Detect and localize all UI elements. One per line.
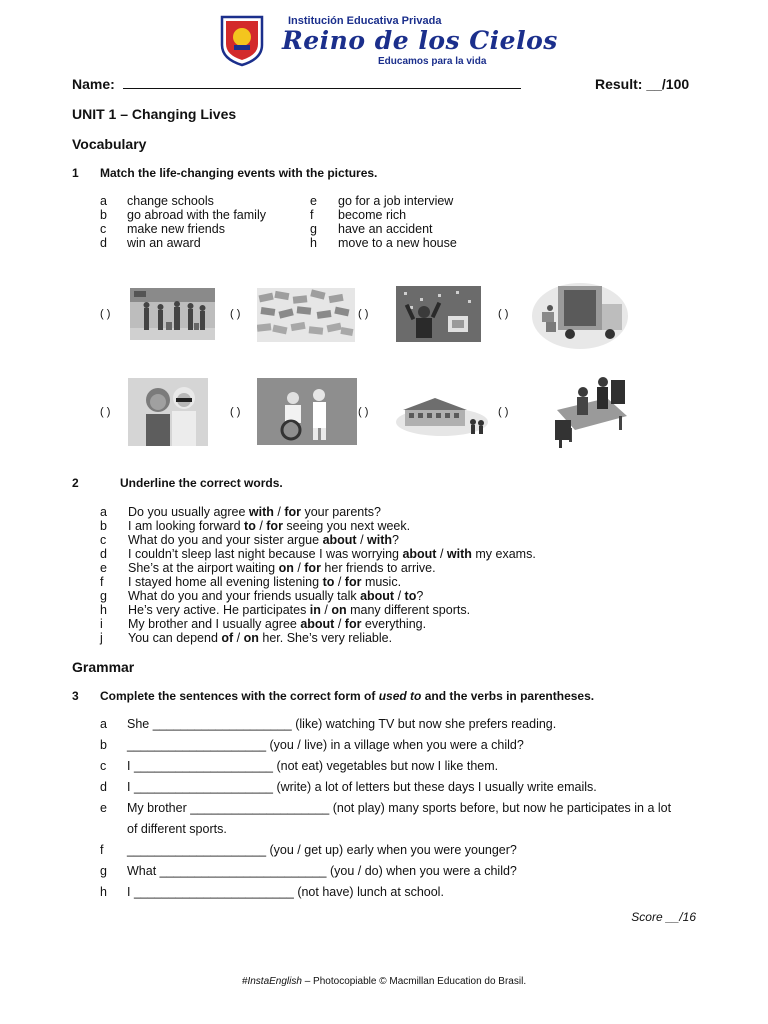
used-to-emphasis: used to [378, 689, 422, 703]
answer-blank-2[interactable]: ( ) [230, 308, 241, 320]
list-item: b I am looking forward to / for seeing you next week. [100, 519, 411, 533]
school-building-picture [395, 386, 490, 438]
answer-option[interactable]: on [331, 603, 347, 617]
friends-picture [128, 378, 208, 446]
answer-option[interactable]: for [266, 519, 283, 533]
list-item: a change schools e go for a job interview [100, 194, 454, 208]
list-item: a Do you usually agree with / for your parents? [100, 505, 381, 519]
list-item: of different sports. [127, 822, 227, 836]
answer-option[interactable]: with [446, 547, 472, 561]
answer-option[interactable]: for [344, 575, 362, 589]
question-1-text: Match the life-changing events with the pictures. [100, 166, 378, 180]
answer-blank-7[interactable]: ( ) [358, 406, 369, 418]
name-label: Name: [72, 76, 115, 92]
list-item: f ____________________ (you / get up) early when you were younger? [100, 843, 517, 857]
list-item: h I _______________________ (not have) lunch at school. [100, 885, 444, 899]
result-label: Result: __/100 [595, 76, 690, 92]
answer-blank-6[interactable]: ( ) [230, 406, 241, 418]
list-item: i My brother and I usually agree about / for everything. [100, 617, 427, 631]
answer-blank-5[interactable]: ( ) [100, 406, 111, 418]
list-item: d I ____________________ (write) a lot of letters but these days I usually write emails. [100, 780, 597, 794]
institution-name: Institución Educativa Privada [288, 15, 442, 27]
name-write-line[interactable] [123, 76, 521, 89]
list-item: c I ____________________ (not eat) vegetables but now I like them. [100, 759, 499, 773]
list-item: d I couldn’t sleep last night because I was worrying about / with my exams. [100, 547, 536, 561]
footer-brand: #InstaEnglish [241, 976, 302, 987]
question-1-number: 1 [72, 166, 79, 180]
answer-option[interactable]: of [221, 631, 234, 645]
answer-option[interactable]: in [309, 603, 321, 617]
answer-option[interactable]: to [404, 589, 417, 603]
list-item: j You can depend of / on her. She’s very reliable. [100, 631, 393, 645]
q2-sentences-list [100, 505, 720, 645]
moving-truck-picture [530, 276, 630, 350]
list-item: g What do you and your friends usually talk about / to? [100, 589, 424, 603]
score-label: Score __/16 [631, 910, 696, 924]
job-interview-picture [545, 370, 635, 452]
unit-title: UNIT 1 – Changing Lives [72, 106, 237, 122]
question-1-instruction [72, 166, 377, 180]
answer-blank-3[interactable]: ( ) [358, 308, 369, 320]
answer-option[interactable]: for [344, 617, 362, 631]
answer-blank-1[interactable]: ( ) [100, 308, 111, 320]
list-item: c What do you and your sister argue about / with? [100, 533, 399, 547]
question-2-number: 2 [72, 476, 79, 490]
answer-blank-8[interactable]: ( ) [498, 406, 509, 418]
q3-sentences-list [72, 714, 712, 903]
airport-travelers-picture [130, 288, 215, 340]
answer-option[interactable]: on [278, 561, 294, 575]
list-item: f I stayed home all evening listening to / for music. [100, 575, 402, 589]
list-item: h He’s very active. He participates in / on many different sports. [100, 603, 471, 617]
footer-credit [0, 976, 768, 987]
list-item: a She ____________________ (like) watching TV but now she prefers reading. [100, 717, 557, 731]
answer-blank-4[interactable]: ( ) [498, 308, 509, 320]
question-3-number: 3 [72, 689, 79, 703]
list-item: b ____________________ (you / live) in a village when you were a child? [100, 738, 524, 752]
answer-option[interactable]: with [367, 533, 393, 547]
question-3-instruction: 3 Complete the sentences with the correct form of used to and the verbs in parentheses. [72, 689, 595, 703]
school-name: Reino de los Cielos [282, 26, 558, 55]
list-item: d win an award h move to a new house [100, 236, 457, 250]
school-shield-icon [220, 15, 264, 67]
question-2-instruction [72, 476, 283, 490]
answer-option[interactable]: about [360, 589, 395, 603]
list-item: e My brother ____________________ (not play) many sports before, but now he participates in a lot [100, 801, 672, 815]
answer-option[interactable]: about [322, 533, 357, 547]
vocabulary-heading: Vocabulary [72, 136, 147, 152]
list-item: b go abroad with the family f become rich [100, 208, 407, 222]
footer-text: – Photocopiable © Macmillan Education do Brasil. [301, 976, 527, 987]
answer-option[interactable]: for [304, 561, 321, 575]
list-item: g What ________________________ (you / do) when you were a child? [100, 864, 517, 878]
grammar-heading: Grammar [72, 659, 135, 675]
q1-events-list [100, 194, 500, 250]
answer-option[interactable]: on [243, 631, 259, 645]
award-winner-picture [396, 286, 481, 342]
answer-option[interactable]: about [300, 617, 335, 631]
answer-option[interactable]: with [248, 505, 274, 519]
question-2-text: Underline the correct words. [120, 476, 283, 490]
answer-option[interactable]: for [284, 505, 301, 519]
answer-option[interactable]: to [244, 519, 256, 533]
school-tagline: Educamos para la vida [378, 56, 487, 67]
list-item: c make new friends g have an accident [100, 222, 433, 236]
name-field-row [72, 76, 521, 92]
hospital-accident-picture [257, 378, 357, 445]
answer-option[interactable]: to [322, 575, 335, 589]
answer-option[interactable]: about [402, 547, 437, 561]
money-pile-picture [257, 288, 355, 342]
list-item: e She’s at the airport waiting on / for her friends to arrive. [100, 561, 436, 575]
